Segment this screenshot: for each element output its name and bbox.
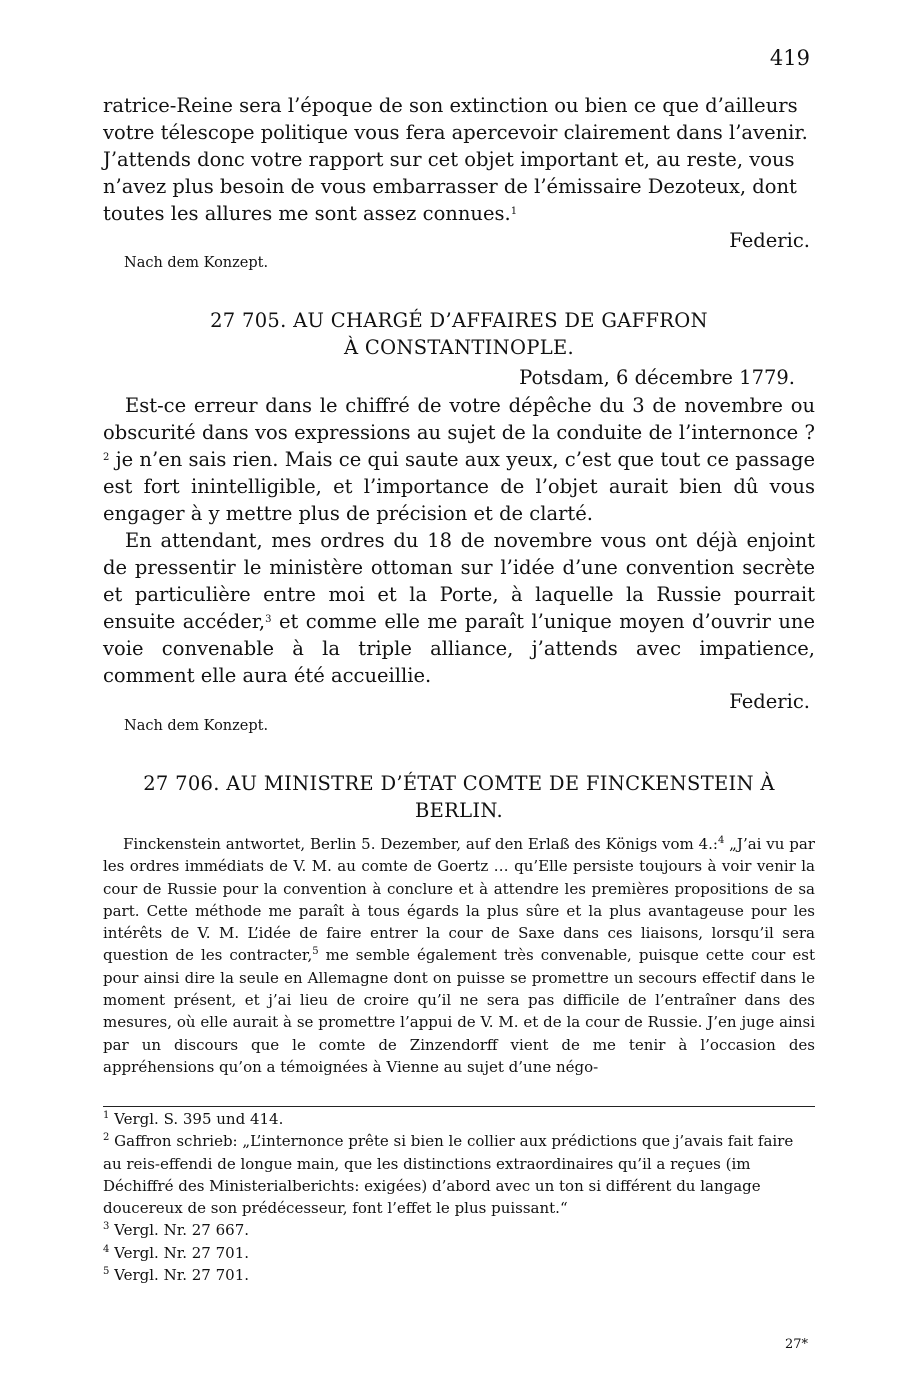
paragraph — [103, 833, 815, 1078]
page-number: 419 — [769, 46, 810, 70]
document-heading — [103, 307, 815, 361]
text-line — [103, 200, 815, 227]
footnote — [103, 1130, 815, 1219]
paragraph — [103, 392, 815, 527]
footnote-mark: 1 — [103, 1110, 110, 1121]
text-segment: „J’ai vu par les ordres immédiats de V. M. au comte de Goertz … qu’Elle persiste toujours à voir venir la cour de Russie pour la convention à conclure et à attendre les premières propositions de sa part. Cette méthode me paraît à tous égards la plus sûre et la plus avantageuse pour les intérêts de V. M. L’idée de faire entrer la cour de Saxe dans ces liaisons, lorsqu’il sera question de les contracter, — [103, 835, 815, 965]
footnote — [103, 1264, 815, 1286]
footnote-mark: 3 — [103, 1221, 110, 1233]
summary-text — [103, 833, 815, 1078]
footnote-mark: 5 — [103, 1266, 110, 1278]
text-segment: Est-ce erreur dans le chiffré de votre dépêche du 3 de novembre ou obscurité dans vos expressions au sujet de la conduite de l’internonce ? — [103, 394, 815, 444]
place-date: Potsdam, 6 décembre 1779. — [519, 366, 795, 389]
heading-line: À CONSTANTINOPLE. — [343, 336, 575, 359]
footnote — [103, 1219, 815, 1241]
signature: Federic. — [729, 229, 810, 252]
printer-signature-mark: 27* — [784, 1337, 808, 1352]
footnote — [103, 1242, 815, 1264]
source-note: Nach dem Konzept. — [124, 718, 269, 734]
footnote-text: Vergl. Nr. 27 701. — [109, 1266, 250, 1285]
footnote-ref: 1 — [510, 206, 518, 217]
footnote-mark: 2 — [103, 1132, 110, 1144]
footnote-text: Vergl. Nr. 27 701. — [109, 1243, 250, 1262]
text-line: J’attends donc votre rapport sur cet objet important et, au reste, vous — [103, 148, 795, 171]
text-segment: et comme elle me paraît l’unique moyen d’ouvrir une voie convenable à la triple alliance, j’attends avec impatience, comment elle aura été accueillie. — [103, 610, 816, 687]
source-note: Nach dem Konzept. — [124, 255, 269, 271]
text-line: votre télescope politique vous fera apercevoir clairement dans l’avenir. — [103, 121, 808, 144]
footnote-text: Gaffron schrieb: „L’internonce prête si bien le collier aux prédictions que j’avais fait faire au reis-effendi de longue main, que les distinctions extraordinaires qu’il a reçues (im Déchiffré des Ministerialberichts: exigées) d’abord avec un ton si différent du langage doucereux de son prédécesseur, font l’effet le plus puissant.“ — [103, 1132, 794, 1218]
text-segment: En attendant, mes ordres du 18 de novembre vous ont déjà enjoint de pressentir le ministère ottoman sur l’idée d’une convention secrète et particulière entre moi et la Porte, à laquelle la Russie pourrait ensuite accéder, — [103, 529, 815, 633]
footnote-mark: 4 — [103, 1243, 110, 1255]
heading-line: 27 705. AU CHARGÉ D’AFFAIRES DE GAFFRON — [210, 309, 708, 332]
text-line: n’avez plus besoin de vous embarrasser de l’émissaire Dezoteux, dont — [103, 175, 797, 198]
document-heading — [103, 770, 815, 824]
text-segment: me semble également très convenable, puisque cette cour est pour ainsi dire la seule en Allemagne dont on puisse se promettre un secours effectif dans le moment présent, et j’ai lieu de croire qu’il ne sera pas difficile de l’entraîner dans des mesures, où elle aurait à se promettre l’appui de V. M. et de la cour de Russie. J’en juge ainsi par un discours que le comte de Zinzendorff vient de me tenir à l’occasion des appréhensions qu’on a témoignées à Vienne au sujet d’une négo- — [103, 946, 816, 1076]
text-segment: je n’en sais rien. Mais ce qui saute aux yeux, c’est que tout ce passage est fort inintelligible, et l’importance de l’objet aurait bien dû vous engager à y mettre plus de précision et de clarté. — [103, 448, 815, 525]
letter-1-body — [103, 92, 815, 227]
footnote — [103, 1108, 815, 1130]
paragraph — [103, 527, 815, 689]
heading-line: 27 706. AU MINISTRE D’ÉTAT COMTE DE FINCKENSTEIN À — [143, 772, 775, 795]
footnote-ref: 2 — [103, 452, 110, 463]
text-segment: Finckenstein antwortet, Berlin 5. Dezember, auf den Erlaß des Königs vom 4.: — [123, 835, 718, 853]
text-segment: toutes les allures me sont assez connues. — [103, 202, 511, 225]
footnote-ref: 5 — [312, 946, 319, 958]
footnote-text: Vergl. S. 395 und 414. — [109, 1110, 284, 1128]
footnote-ref: 3 — [265, 614, 272, 625]
text-line: ratrice-Reine sera l’époque de son extinction ou bien ce que d’ailleurs — [103, 94, 798, 117]
signature: Federic. — [729, 690, 810, 713]
footnotes — [103, 1108, 815, 1286]
footnote-text: Vergl. Nr. 27 667. — [109, 1221, 250, 1240]
footnote-divider — [103, 1106, 815, 1107]
heading-line: BERLIN. — [414, 799, 503, 822]
footnote-ref: 4 — [717, 835, 725, 846]
letter-2-body — [103, 392, 815, 689]
